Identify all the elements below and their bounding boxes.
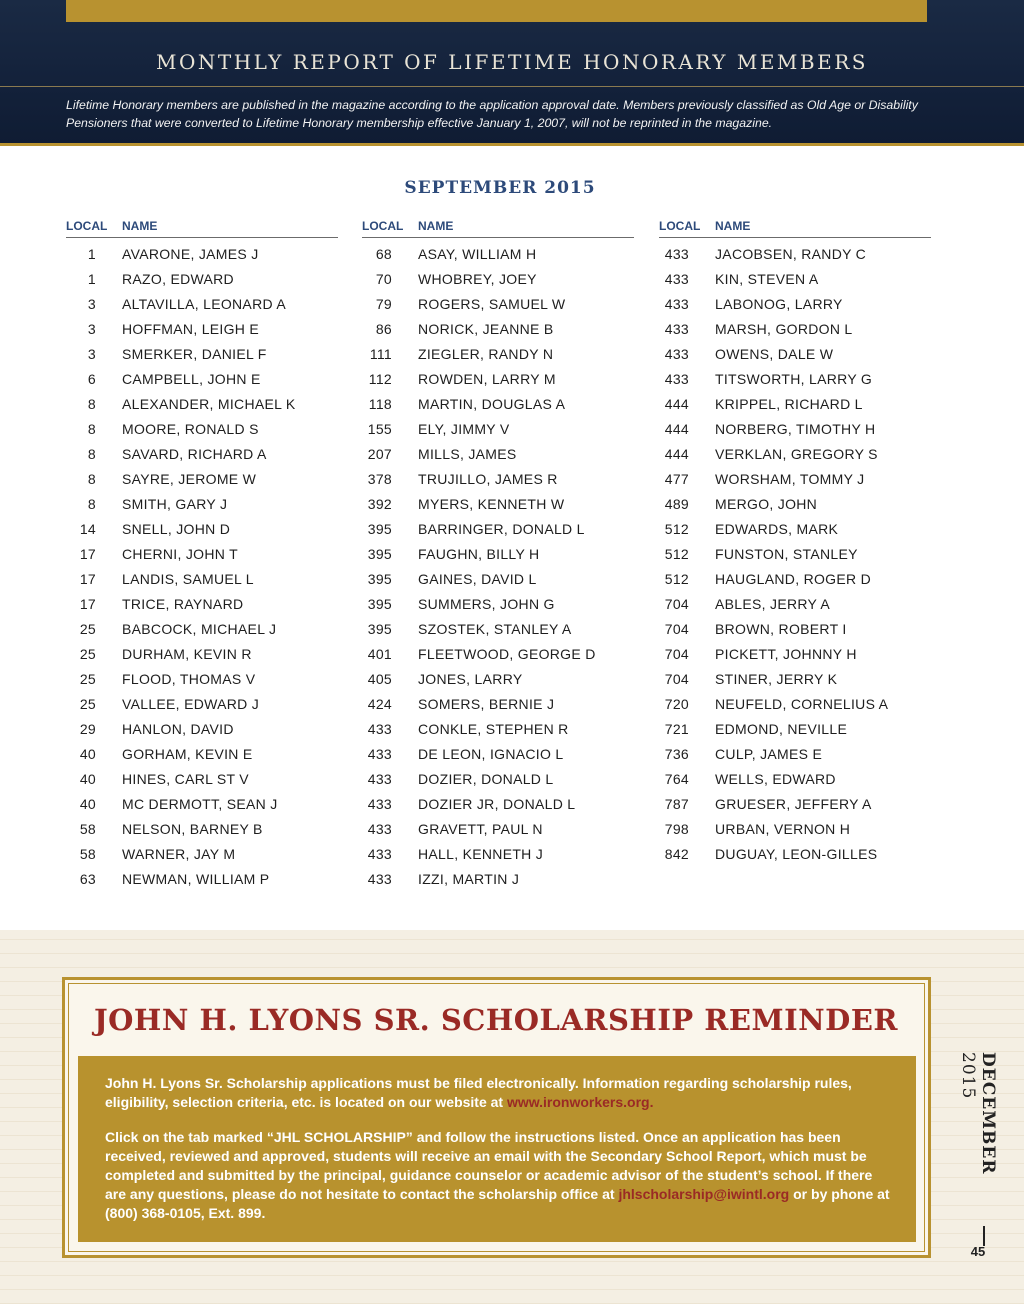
member-name: ROGERS, SAMUEL W <box>418 296 566 312</box>
member-local: 444 <box>664 421 689 437</box>
member-name: GRAVETT, PAUL N <box>418 821 543 837</box>
members-column-3 <box>659 217 931 866</box>
member-row <box>362 241 634 266</box>
member-name: BABCOCK, MICHAEL J <box>122 621 277 637</box>
member-row <box>659 841 931 866</box>
member-row <box>66 616 338 641</box>
member-name: ASAY, WILLIAM H <box>418 246 537 262</box>
member-row <box>659 441 931 466</box>
member-row <box>362 541 634 566</box>
scholarship-paragraph-1 <box>105 1074 890 1112</box>
member-name: SOMERS, BERNIE J <box>418 696 555 712</box>
member-row <box>362 691 634 716</box>
member-row <box>66 591 338 616</box>
member-local: 118 <box>368 396 392 412</box>
member-local: 395 <box>367 521 392 537</box>
member-row <box>659 491 931 516</box>
member-row <box>659 566 931 591</box>
member-row <box>659 466 931 491</box>
member-local: 1 <box>87 271 96 287</box>
member-name: LABONOG, LARRY <box>715 296 843 312</box>
member-row <box>66 791 338 816</box>
header-gold-bar <box>66 0 927 22</box>
member-local: 395 <box>367 621 392 637</box>
member-row <box>66 466 338 491</box>
member-local: 798 <box>664 821 689 837</box>
member-local: 3 <box>87 296 96 312</box>
member-local: 17 <box>79 571 96 587</box>
member-name: ROWDEN, LARRY M <box>418 371 556 387</box>
member-local: 405 <box>367 671 392 687</box>
member-local: 79 <box>375 296 392 312</box>
scholarship-text-1: John H. Lyons Sr. Scholarship applications must be filed electronically. Information regarding scholarship rules, eligibility, selection criteria, etc. is located on our website at <box>105 1075 852 1110</box>
member-row <box>66 291 338 316</box>
member-local: 433 <box>367 846 392 862</box>
member-row <box>66 641 338 666</box>
member-name: EDMOND, NEVILLE <box>715 721 848 737</box>
member-name: DOZIER JR, DONALD L <box>418 796 576 812</box>
member-row <box>659 541 931 566</box>
member-local: 512 <box>664 546 689 562</box>
member-row <box>66 866 338 891</box>
member-row <box>66 241 338 266</box>
member-row <box>362 591 634 616</box>
member-local: 17 <box>79 546 96 562</box>
member-name: MYERS, KENNETH W <box>418 496 565 512</box>
member-row <box>659 666 931 691</box>
member-name: NORBERG, TIMOTHY H <box>715 421 876 437</box>
member-name: STINER, JERRY K <box>715 671 838 687</box>
member-name: FLEETWOOD, GEORGE D <box>418 646 596 662</box>
local-header: LOCAL <box>659 219 701 233</box>
member-local: 40 <box>79 746 96 762</box>
name-header: NAME <box>715 219 751 233</box>
member-row <box>362 341 634 366</box>
member-local: 86 <box>375 321 392 337</box>
members-column-2 <box>362 217 634 891</box>
member-local: 477 <box>664 471 689 487</box>
member-row <box>66 266 338 291</box>
member-row <box>362 566 634 591</box>
member-name: CHERNI, JOHN T <box>122 546 238 562</box>
member-row <box>362 616 634 641</box>
scholarship-email-link[interactable]: jhlscholarship@iwintl.org <box>618 1186 790 1202</box>
member-row <box>659 641 931 666</box>
member-row <box>362 266 634 291</box>
member-name: KRIPPEL, RICHARD L <box>715 396 863 412</box>
member-row <box>66 741 338 766</box>
member-row <box>659 816 931 841</box>
member-local: 433 <box>367 821 392 837</box>
member-row <box>66 766 338 791</box>
member-local: 6 <box>87 371 96 387</box>
member-name: ALEXANDER, MICHAEL K <box>122 396 296 412</box>
member-row <box>659 766 931 791</box>
member-name: FAUGHN, BILLY H <box>418 546 540 562</box>
name-header: NAME <box>122 219 158 233</box>
member-name: SMITH, GARY J <box>122 496 228 512</box>
member-name: TRICE, RAYNARD <box>122 596 244 612</box>
member-name: TITSWORTH, LARRY G <box>715 371 873 387</box>
member-local: 1 <box>87 246 96 262</box>
member-name: ALTAVILLA, LEONARD A <box>122 296 286 312</box>
member-local: 8 <box>87 471 96 487</box>
column-header <box>362 217 634 238</box>
member-row <box>362 791 634 816</box>
member-name: DE LEON, IGNACIO L <box>418 746 564 762</box>
member-local: 395 <box>367 571 392 587</box>
member-name: SUMMERS, JOHN G <box>418 596 555 612</box>
member-name: SNELL, JOHN D <box>122 521 231 537</box>
member-name: GRUESER, JEFFERY A <box>715 796 872 812</box>
member-name: NEWMAN, WILLIAM P <box>122 871 270 887</box>
page-divider <box>983 1226 985 1246</box>
member-local: 207 <box>367 446 392 462</box>
member-name: VALLEE, EDWARD J <box>122 696 260 712</box>
member-name: WHOBREY, JOEY <box>418 271 537 287</box>
member-name: ZIEGLER, RANDY N <box>418 346 554 362</box>
member-name: FLOOD, THOMAS V <box>122 671 256 687</box>
scholarship-text-tail: or by phone at (800) 368-0105, Ext. 899. <box>105 1186 890 1221</box>
member-row <box>659 266 931 291</box>
member-local: 378 <box>367 471 392 487</box>
member-name: LANDIS, SAMUEL L <box>122 571 254 587</box>
member-local: 58 <box>79 821 96 837</box>
member-local: 25 <box>79 696 96 712</box>
issue-year: 2015 <box>958 1052 978 1100</box>
member-local: 395 <box>367 596 392 612</box>
member-name: DOZIER, DONALD L <box>418 771 554 787</box>
report-title: MONTHLY REPORT OF LIFETIME HONORARY MEMBERS <box>156 50 868 74</box>
report-month: SEPTEMBER 2015 <box>404 178 596 198</box>
member-name: ABLES, JERRY A <box>715 596 830 612</box>
scholarship-panel <box>78 1056 916 1242</box>
member-row <box>659 241 931 266</box>
member-row <box>66 566 338 591</box>
member-name: DURHAM, KEVIN R <box>122 646 252 662</box>
scholarship-title: JOHN H. LYONS SR. SCHOLARSHIP REMINDER <box>93 1003 899 1037</box>
member-local: 8 <box>87 421 96 437</box>
member-local: 433 <box>664 346 689 362</box>
member-row <box>362 366 634 391</box>
member-row <box>362 416 634 441</box>
member-local: 433 <box>664 321 689 337</box>
member-local: 720 <box>664 696 689 712</box>
member-row <box>66 441 338 466</box>
member-row <box>362 666 634 691</box>
member-name: SMERKER, DANIEL F <box>122 346 267 362</box>
member-row <box>362 866 634 891</box>
member-name: MARTIN, DOUGLAS A <box>418 396 566 412</box>
member-name: JONES, LARRY <box>418 671 523 687</box>
member-local: 433 <box>367 721 392 737</box>
member-row <box>362 741 634 766</box>
member-row <box>66 841 338 866</box>
member-name: OWENS, DALE W <box>715 346 834 362</box>
member-name: DUGUAY, LEON-GILLES <box>715 846 878 862</box>
member-local: 25 <box>79 646 96 662</box>
member-local: 8 <box>87 446 96 462</box>
member-local: 444 <box>664 396 689 412</box>
member-local: 112 <box>368 371 392 387</box>
member-name: BARRINGER, DONALD L <box>418 521 585 537</box>
local-header: LOCAL <box>66 219 108 233</box>
member-name: NEUFELD, CORNELIUS A <box>715 696 889 712</box>
member-row <box>362 316 634 341</box>
member-name: VERKLAN, GREGORY S <box>715 446 878 462</box>
member-name: KIN, STEVEN A <box>715 271 819 287</box>
report-description: Lifetime Honorary members are published in the magazine according to the application approval date. Members previously classified as Old Age or Disability Pensioners that were converted to Lifetime Honorary membership effective January 1, 2007, will not be reprinted in the magazine. <box>66 98 918 130</box>
member-name: PICKETT, JOHNNY H <box>715 646 857 662</box>
member-local: 704 <box>664 646 689 662</box>
member-local: 704 <box>664 621 689 637</box>
member-local: 8 <box>87 396 96 412</box>
column-header <box>659 217 931 238</box>
member-local: 433 <box>367 746 392 762</box>
member-name: NORICK, JEANNE B <box>418 321 554 337</box>
member-row <box>66 816 338 841</box>
member-local: 29 <box>79 721 96 737</box>
member-name: IZZI, MARTIN J <box>418 871 520 887</box>
member-row <box>659 716 931 741</box>
member-row <box>659 366 931 391</box>
member-name: MERGO, JOHN <box>715 496 818 512</box>
member-name: WORSHAM, TOMMY J <box>715 471 865 487</box>
member-row <box>659 616 931 641</box>
member-row <box>659 791 931 816</box>
header-divider <box>0 86 1024 87</box>
member-name: CONKLE, STEPHEN R <box>418 721 569 737</box>
member-local: 68 <box>375 246 392 262</box>
page-header <box>0 0 1024 146</box>
column-header <box>66 217 338 238</box>
issue-label <box>958 1052 998 1220</box>
member-local: 736 <box>664 746 689 762</box>
member-local: 433 <box>367 871 392 887</box>
member-row <box>66 541 338 566</box>
member-local: 787 <box>664 796 689 812</box>
header-bottom-border <box>0 143 1024 146</box>
issue-month: DECEMBER <box>978 1052 998 1175</box>
member-row <box>659 341 931 366</box>
member-row <box>659 291 931 316</box>
website-link[interactable]: www.ironworkers.org. <box>506 1094 654 1110</box>
member-name: SAVARD, RICHARD A <box>122 446 267 462</box>
member-name: ELY, JIMMY V <box>418 421 510 437</box>
member-name: SAYRE, JEROME W <box>122 471 257 487</box>
member-local: 392 <box>367 496 392 512</box>
scholarship-paragraph-2 <box>105 1128 890 1223</box>
member-row <box>362 491 634 516</box>
member-name: AVARONE, JAMES J <box>122 246 259 262</box>
member-name: JACOBSEN, RANDY C <box>715 246 867 262</box>
member-local: 3 <box>87 321 96 337</box>
member-row <box>66 391 338 416</box>
member-local: 58 <box>79 846 96 862</box>
member-name: WELLS, EDWARD <box>715 771 836 787</box>
member-row <box>659 691 931 716</box>
member-row <box>362 466 634 491</box>
member-row <box>66 516 338 541</box>
member-name: FUNSTON, STANLEY <box>715 546 858 562</box>
member-row <box>659 416 931 441</box>
member-local: 395 <box>367 546 392 562</box>
member-local: 401 <box>367 646 392 662</box>
member-name: EDWARDS, MARK <box>715 521 839 537</box>
member-local: 40 <box>79 771 96 787</box>
member-row <box>362 841 634 866</box>
member-row <box>66 366 338 391</box>
member-row <box>362 291 634 316</box>
member-row <box>362 816 634 841</box>
member-name: SZOSTEK, STANLEY A <box>418 621 572 637</box>
member-local: 433 <box>664 371 689 387</box>
member-row <box>66 666 338 691</box>
member-local: 512 <box>664 521 689 537</box>
member-name: MILLS, JAMES <box>418 446 517 462</box>
local-header: LOCAL <box>362 219 404 233</box>
member-local: 489 <box>664 496 689 512</box>
member-row <box>659 316 931 341</box>
member-local: 444 <box>664 446 689 462</box>
member-row <box>362 516 634 541</box>
member-row <box>66 691 338 716</box>
member-local: 70 <box>375 271 392 287</box>
member-name: RAZO, EDWARD <box>122 271 234 287</box>
member-name: MOORE, RONALD S <box>122 421 259 437</box>
member-row <box>66 491 338 516</box>
member-local: 433 <box>664 246 689 262</box>
member-local: 721 <box>664 721 689 737</box>
member-local: 8 <box>87 496 96 512</box>
member-local: 433 <box>367 796 392 812</box>
page-number: 45 <box>970 1244 986 1259</box>
member-row <box>66 316 338 341</box>
member-local: 25 <box>79 621 96 637</box>
member-row <box>362 441 634 466</box>
member-row <box>66 416 338 441</box>
member-row <box>66 716 338 741</box>
member-row <box>66 341 338 366</box>
member-local: 424 <box>367 696 392 712</box>
member-row <box>659 516 931 541</box>
member-local: 3 <box>87 346 96 362</box>
member-name: HALL, KENNETH J <box>418 846 544 862</box>
member-name: URBAN, VERNON H <box>715 821 851 837</box>
member-name: GORHAM, KEVIN E <box>122 746 253 762</box>
member-row <box>659 741 931 766</box>
member-row <box>659 391 931 416</box>
member-row <box>362 391 634 416</box>
member-local: 433 <box>367 771 392 787</box>
member-local: 14 <box>79 521 96 537</box>
member-local: 764 <box>664 771 689 787</box>
member-local: 155 <box>367 421 392 437</box>
member-local: 704 <box>664 596 689 612</box>
member-local: 40 <box>79 796 96 812</box>
member-name: CULP, JAMES E <box>715 746 823 762</box>
member-name: HANLON, DAVID <box>122 721 234 737</box>
member-local: 433 <box>664 296 689 312</box>
member-local: 17 <box>79 596 96 612</box>
member-local: 704 <box>664 671 689 687</box>
member-name: TRUJILLO, JAMES R <box>418 471 558 487</box>
member-row <box>659 591 931 616</box>
members-column-1 <box>66 217 338 891</box>
member-local: 63 <box>79 871 96 887</box>
member-name: NELSON, BARNEY B <box>122 821 263 837</box>
member-name: BROWN, ROBERT I <box>715 621 847 637</box>
scholarship-text-2: Click on the tab marked “JHL SCHOLARSHIP” and follow the instructions listed. Once an application has been received, reviewed and approved, students will receive an email with the Secondary School Report, which must be completed and submitted by the principal, guidance counselor or academic advisor of the student’s school. If there are any questions, please do not hesitate to contact the scholarship office at <box>105 1129 873 1202</box>
member-local: 842 <box>664 846 689 862</box>
member-row <box>362 641 634 666</box>
member-name: GAINES, DAVID L <box>418 571 537 587</box>
member-local: 433 <box>664 271 689 287</box>
member-name: HOFFMAN, LEIGH E <box>122 321 260 337</box>
member-name: WARNER, JAY M <box>122 846 236 862</box>
member-name: CAMPBELL, JOHN E <box>122 371 261 387</box>
member-name: MC DERMOTT, SEAN J <box>122 796 278 812</box>
name-header: NAME <box>418 219 454 233</box>
member-local: 111 <box>369 346 392 362</box>
member-local: 512 <box>664 571 689 587</box>
member-row <box>362 716 634 741</box>
member-name: MARSH, GORDON L <box>715 321 853 337</box>
member-local: 25 <box>79 671 96 687</box>
member-row <box>362 766 634 791</box>
member-name: HAUGLAND, ROGER D <box>715 571 872 587</box>
member-name: HINES, CARL ST V <box>122 771 249 787</box>
